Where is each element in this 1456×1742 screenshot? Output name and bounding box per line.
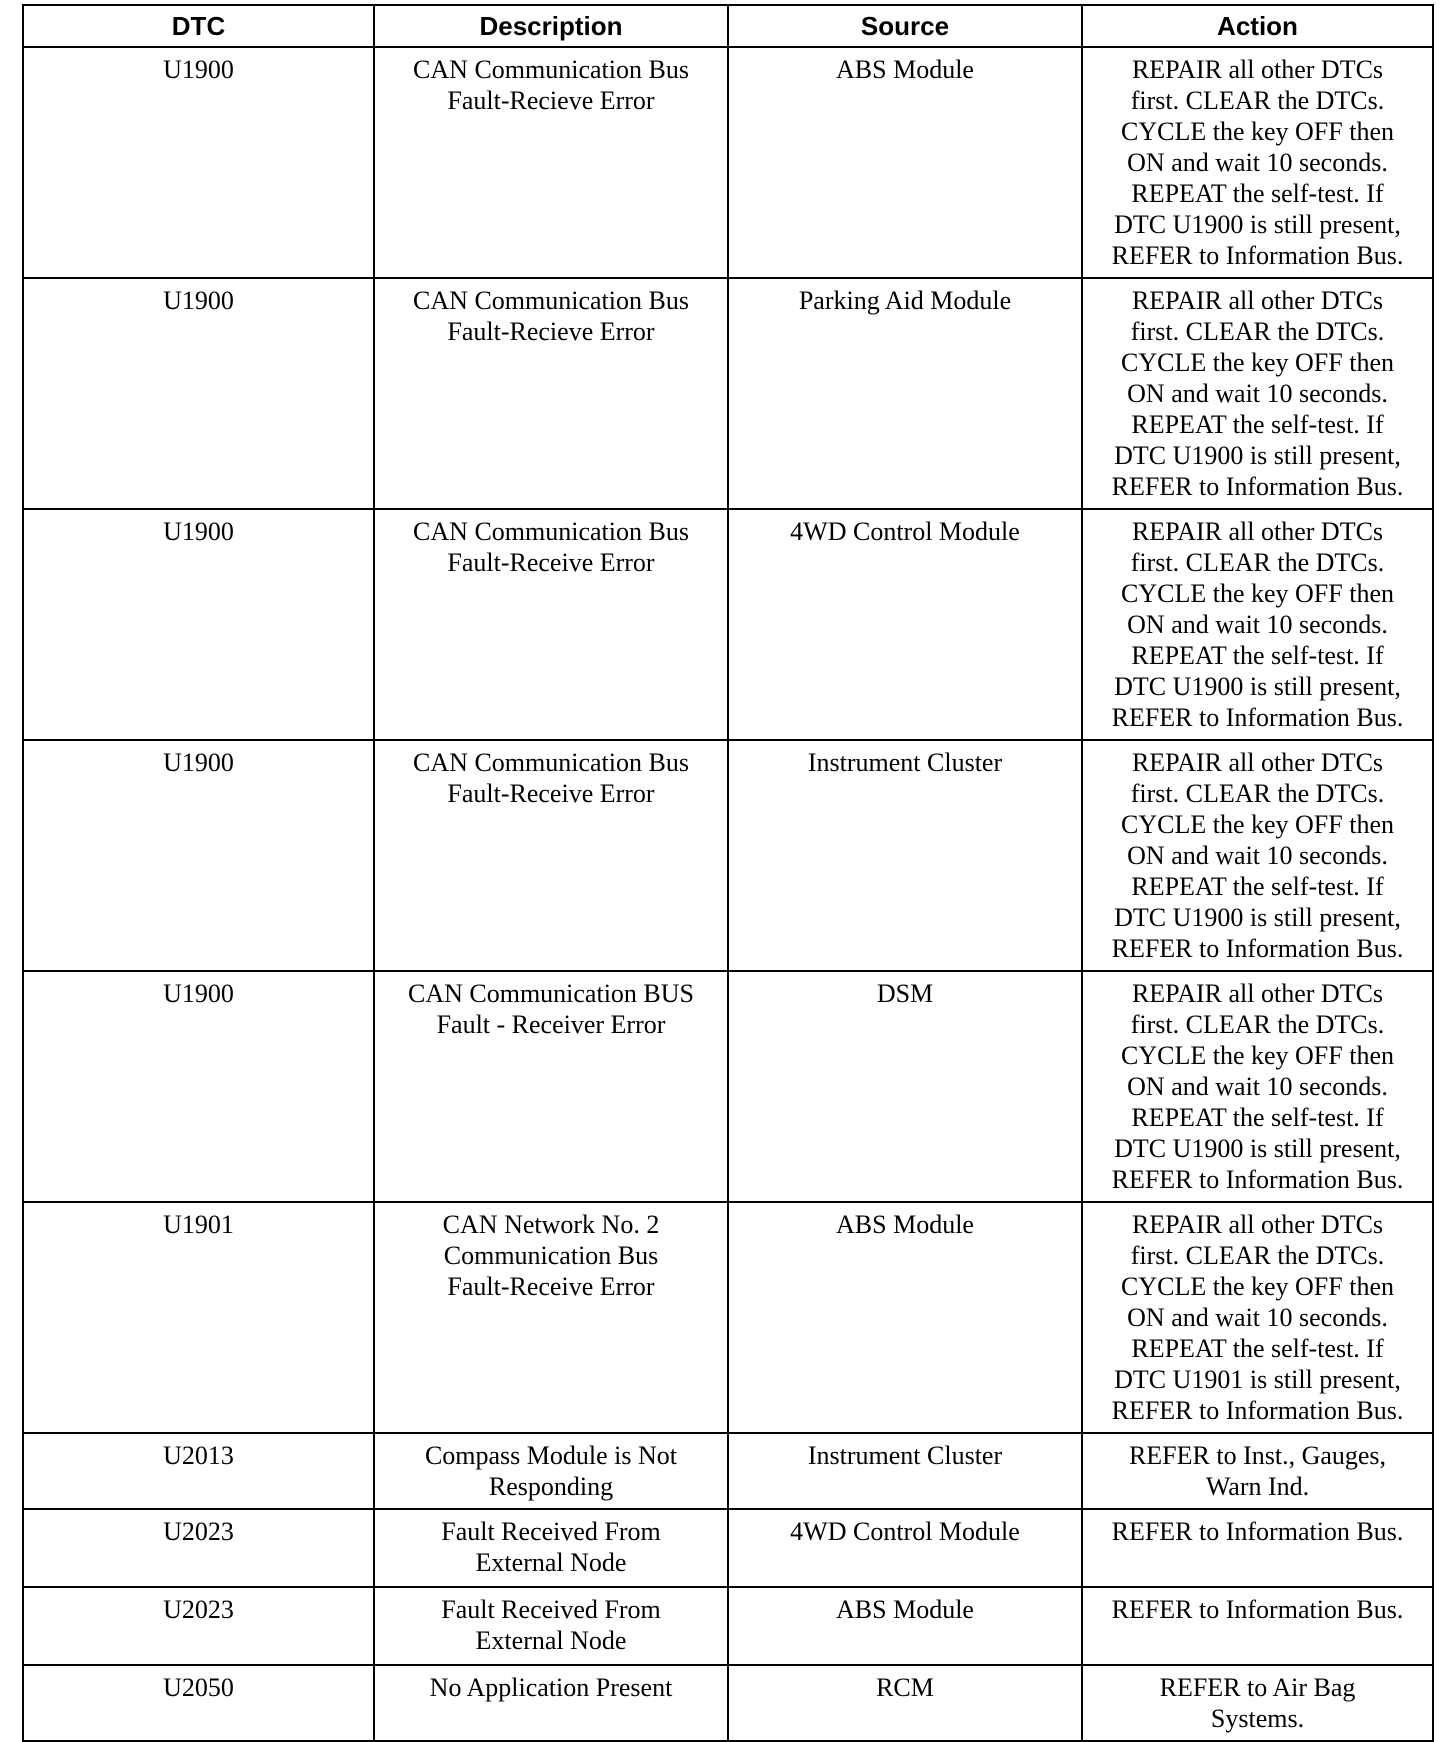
description-cell: CAN Communication BUS Fault - Receiver Error [374, 971, 728, 1202]
action-cell: REPAIR all other DTCs first. CLEAR the DTCs. CYCLE the key OFF then ON and wait 10 seconds. REPEAT the self-test. If DTC U1900 is still present, REFER to Information Bus. [1082, 278, 1433, 509]
table-row [23, 1202, 1433, 1433]
header-source: Source [728, 5, 1082, 47]
source-cell: Parking Aid Module [728, 278, 1082, 509]
source-cell: DSM [728, 971, 1082, 1202]
description-cell: CAN Communication Bus Fault-Receive Error [374, 740, 728, 971]
source-cell: 4WD Control Module [728, 1509, 1082, 1587]
table-row [23, 1665, 1433, 1741]
dtc-cell: U1900 [23, 509, 374, 740]
description-cell: CAN Communication Bus Fault-Recieve Error [374, 47, 728, 278]
action-cell: REFER to Inst., Gauges, Warn Ind. [1082, 1433, 1433, 1509]
source-cell: Instrument Cluster [728, 1433, 1082, 1509]
action-cell: REPAIR all other DTCs first. CLEAR the DTCs. CYCLE the key OFF then ON and wait 10 seconds. REPEAT the self-test. If DTC U1901 is still present, REFER to Information Bus. [1082, 1202, 1433, 1433]
dtc-cell: U2050 [23, 1665, 374, 1741]
source-cell: 4WD Control Module [728, 509, 1082, 740]
dtc-cell: U1900 [23, 971, 374, 1202]
dtc-cell: U1900 [23, 278, 374, 509]
action-cell: REPAIR all other DTCs first. CLEAR the DTCs. CYCLE the key OFF then ON and wait 10 seconds. REPEAT the self-test. If DTC U1900 is still present, REFER to Information Bus. [1082, 47, 1433, 278]
header-action: Action [1082, 5, 1433, 47]
table-row [23, 509, 1433, 740]
dtc-cell: U2023 [23, 1509, 374, 1587]
action-cell: REFER to Air Bag Systems. [1082, 1665, 1433, 1741]
dtc-cell: U2013 [23, 1433, 374, 1509]
dtc-cell: U1900 [23, 740, 374, 971]
header-description: Description [374, 5, 728, 47]
action-cell: REPAIR all other DTCs first. CLEAR the DTCs. CYCLE the key OFF then ON and wait 10 seconds. REPEAT the self-test. If DTC U1900 is still present, REFER to Information Bus. [1082, 740, 1433, 971]
action-cell: REPAIR all other DTCs first. CLEAR the DTCs. CYCLE the key OFF then ON and wait 10 seconds. REPEAT the self-test. If DTC U1900 is still present, REFER to Information Bus. [1082, 971, 1433, 1202]
source-cell: Instrument Cluster [728, 740, 1082, 971]
action-cell: REFER to Information Bus. [1082, 1509, 1433, 1587]
table-row [23, 740, 1433, 971]
table-row [23, 278, 1433, 509]
source-cell: ABS Module [728, 47, 1082, 278]
dtc-cell: U1900 [23, 47, 374, 278]
description-cell: No Application Present [374, 1665, 728, 1741]
source-cell: ABS Module [728, 1202, 1082, 1433]
header-row [23, 5, 1433, 47]
action-cell: REFER to Information Bus. [1082, 1587, 1433, 1665]
dtc-cell: U1901 [23, 1202, 374, 1433]
description-cell: Fault Received From External Node [374, 1509, 728, 1587]
description-cell: CAN Communication Bus Fault-Receive Error [374, 509, 728, 740]
description-cell: Compass Module is Not Responding [374, 1433, 728, 1509]
table-row [23, 971, 1433, 1202]
dtc-table [22, 4, 1434, 1742]
source-cell: ABS Module [728, 1587, 1082, 1665]
dtc-cell: U2023 [23, 1587, 374, 1665]
description-cell: CAN Communication Bus Fault-Recieve Error [374, 278, 728, 509]
table-row [23, 1509, 1433, 1587]
action-cell: REPAIR all other DTCs first. CLEAR the DTCs. CYCLE the key OFF then ON and wait 10 seconds. REPEAT the self-test. If DTC U1900 is still present, REFER to Information Bus. [1082, 509, 1433, 740]
table-row [23, 1433, 1433, 1509]
description-cell: CAN Network No. 2 Communication Bus Fault-Receive Error [374, 1202, 728, 1433]
header-dtc: DTC [23, 5, 374, 47]
source-cell: RCM [728, 1665, 1082, 1741]
description-cell: Fault Received From External Node [374, 1587, 728, 1665]
table-row [23, 1587, 1433, 1665]
table-row [23, 47, 1433, 278]
